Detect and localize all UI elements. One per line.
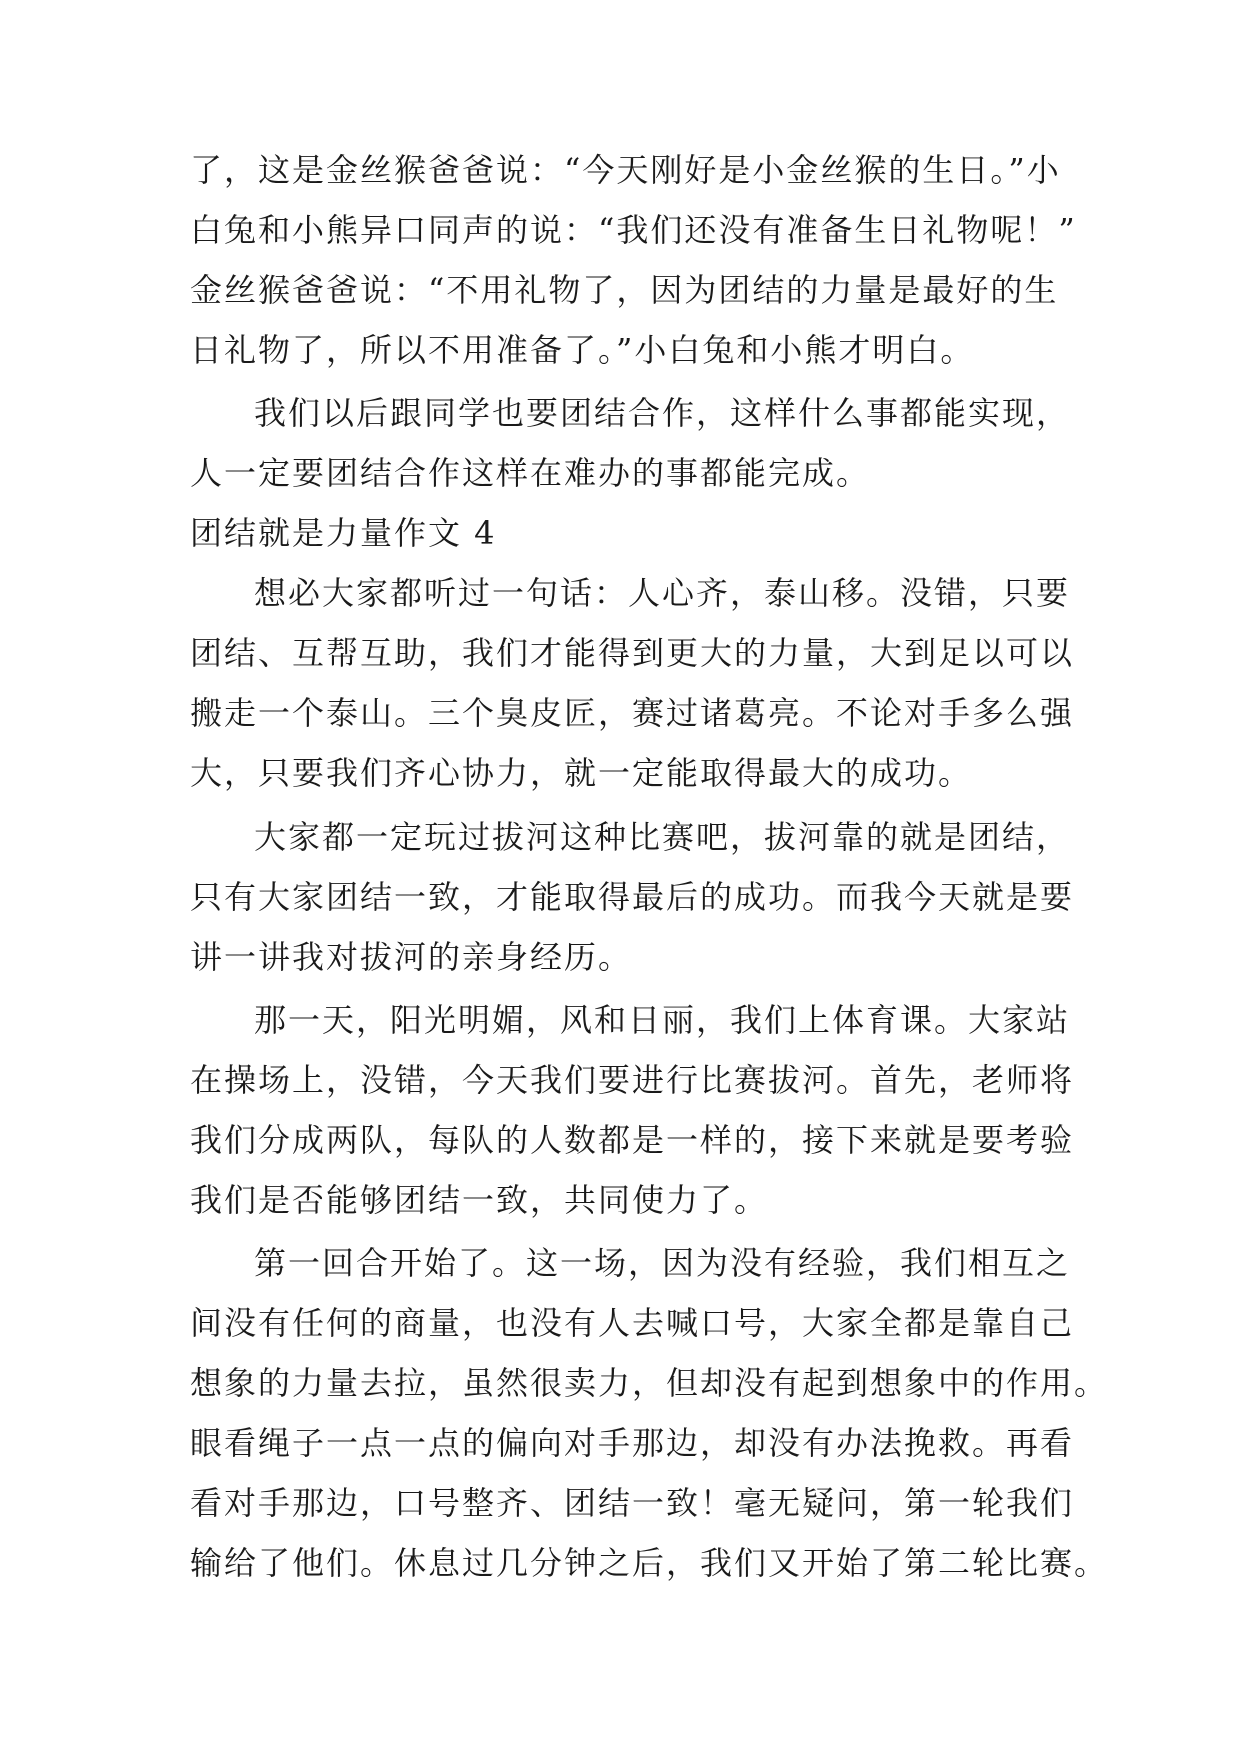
text-line: 我们分成两队，每队的人数都是一样的，接下来就是要考验 [190,1121,1075,1159]
text-line: 只有大家团结一致，才能取得最后的成功。而我今天就是要 [190,878,1075,916]
text-line: 那一天，阳光明媚，风和日丽，我们上体育课。大家站 [254,1001,1071,1039]
text-line: 第一回合开始了。这一场，因为没有经验，我们相互之 [254,1244,1071,1282]
text-line: 输给了他们。休息过几分钟之后，我们又开始了第二轮比赛。 [190,1544,1109,1582]
text-line: 了，这是金丝猴爸爸说：“今天刚好是小金丝猴的生日。”小 [190,151,1061,189]
text-line: 看对手那边，口号整齐、团结一致！毫无疑问，第一轮我们 [190,1484,1075,1522]
text-line: 眼看绳子一点一点的偏向对手那边，却没有办法挽救。再看 [190,1424,1075,1462]
text-line: 大家都一定玩过拔河这种比赛吧，拔河靠的就是团结， [254,818,1071,856]
text-line: 想必大家都听过一句话：人心齐，泰山移。没错，只要 [254,574,1071,612]
text-line: 讲一讲我对拔河的亲身经历。 [190,938,633,976]
text-line: 大，只要我们齐心协力，就一定能取得最大的成功。 [190,754,973,792]
section-heading: 团结就是力量作文 4 [190,514,497,552]
text-line: 团结、互帮互助，我们才能得到更大的力量，大到足以可以 [190,634,1075,672]
text-line: 人一定要团结合作这样在难办的事都能完成。 [190,454,871,492]
text-line: 间没有任何的商量，也没有人去喊口号，大家全都是靠自己 [190,1304,1075,1342]
text-line: 日礼物了，所以不用准备了。”小白兔和小熊才明白。 [190,331,975,369]
text-line: 白兔和小熊异口同声的说：“我们还没有准备生日礼物呢！” [190,211,1077,249]
text-line: 金丝猴爸爸说：“不用礼物了，因为团结的力量是最好的生 [190,271,1059,309]
text-line: 搬走一个泰山。三个臭皮匠，赛过诸葛亮。不论对手多么强 [190,694,1075,732]
text-line: 我们是否能够团结一致，共同使力了。 [190,1181,769,1219]
text-line: 我们以后跟同学也要团结合作，这样什么事都能实现， [254,394,1071,432]
text-line: 想象的力量去拉，虽然很卖力，但却没有起到想象中的作用。 [190,1364,1109,1402]
text-line: 在操场上，没错，今天我们要进行比赛拔河。首先，老师将 [190,1061,1075,1099]
